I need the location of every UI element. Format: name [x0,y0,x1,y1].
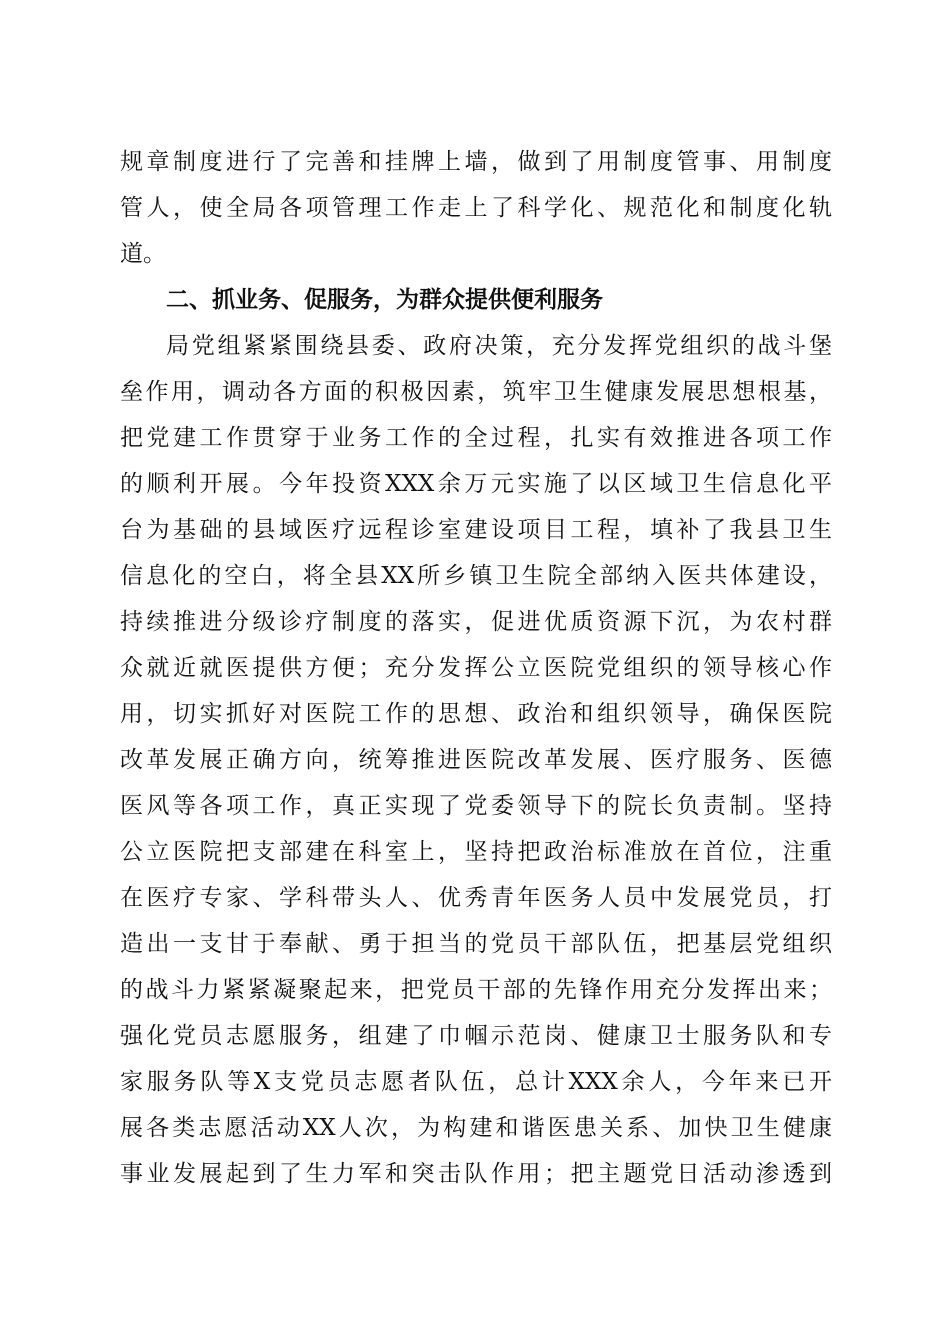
paragraph-2-line-7: 持续推进分级诊疗制度的落实，促进优质资源下沉，为农村群 [120,609,832,635]
paragraph-2-line-3: 把党建工作贯穿于业务工作的全过程，扎实有效推进各项工作 [120,425,832,451]
paragraph-2-line-8: 众就近就医提供方便；充分发挥公立医院党组织的领导核心作 [120,655,832,681]
paragraph-2-line-19: 事业发展起到了生力军和突击队作用；把主题党日活动渗透到 [120,1161,832,1187]
paragraph-1-line-1: 规章制度进行了完善和挂牌上墙，做到了用制度管事、用制度 [120,149,832,175]
paragraph-2-line-13: 在医疗专家、学科带头人、优秀青年医务人员中发展党员，打 [120,885,832,911]
document-body [120,139,832,1197]
paragraph-2-line-1: 局党组紧紧围绕县委、政府决策，充分发挥党组织的战斗堡 [166,333,832,359]
paragraph-2-line-2: 垒作用，调动各方面的积极因素，筑牢卫生健康发展思想根基， [120,379,832,405]
paragraph-2-line-6: 信息化的空白，将全县XX所乡镇卫生院全部纳入医共体建设， [120,563,832,589]
paragraph-2-line-12: 公立医院把支部建在科室上，坚持把政治标准放在首位，注重 [120,839,832,865]
paragraph-2-line-5: 台为基础的县域医疗远程诊室建设项目工程，填补了我县卫生 [120,517,832,543]
paragraph-2-line-10: 改革发展正确方向，统筹推进医院改革发展、医疗服务、医德 [120,747,832,773]
paragraph-2-line-16: 强化党员志愿服务，组建了巾帼示范岗、健康卫士服务队和专 [120,1023,832,1049]
paragraph-2-line-9: 用，切实抓好对医院工作的思想、政治和组织领导，确保医院 [120,701,832,727]
paragraph-2-line-15: 的战斗力紧紧凝聚起来，把党员干部的先锋作用充分发挥出来； [120,977,832,1003]
section-heading: 二、抓业务、促服务，为群众提供便利服务 [166,287,603,313]
paragraph-1-line-3: 道。 [120,241,166,267]
paragraph-1-line-2: 管人，使全局各项管理工作走上了科学化、规范化和制度化轨 [120,195,832,221]
paragraph-2-line-11: 医风等各项工作，真正实现了党委领导下的院长负责制。坚持 [120,793,832,819]
paragraph-2-line-14: 造出一支甘于奉献、勇于担当的党员干部队伍，把基层党组织 [120,931,832,957]
paragraph-2-line-4: 的顺利开展。今年投资XXX余万元实施了以区域卫生信息化平 [120,471,832,497]
paragraph-2-line-18: 展各类志愿活动XX人次，为构建和谐医患关系、加快卫生健康 [120,1115,832,1141]
paragraph-2-line-17: 家服务队等X支党员志愿者队伍，总计XXX余人，今年来已开 [120,1069,832,1095]
